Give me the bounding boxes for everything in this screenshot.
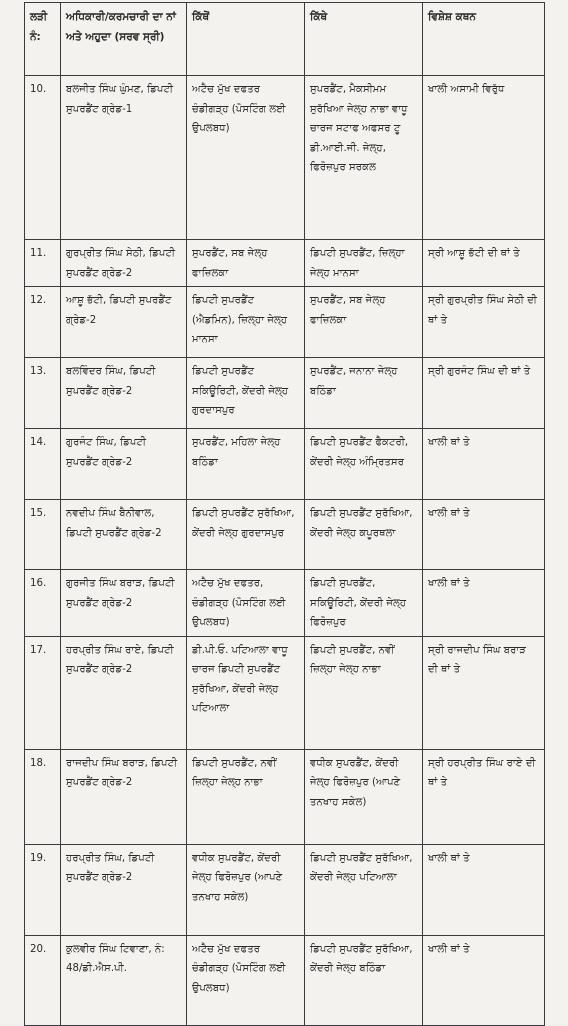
remarks-cell: ਸ੍ਰੀ ਹਰਪ੍ਰੀਤ ਸਿੰਘ ਰਾਏ ਦੀ ਥਾਂ ਤੇ <box>423 749 545 844</box>
to-cell: ਡਿਪਟੀ ਸੁਪਰਡੈਂਟ ਸੁਰੱਖਿਆ, ਕੇਂਦਰੀ ਜੇਲ੍ਹ ਪਟਿਆਲਾ <box>305 844 423 935</box>
to-cell: ਸੁਪਰਡੈਂਟ, ਜਨਾਨਾ ਜੇਲ੍ਹ ਬਠਿੰਡਾ <box>305 358 423 429</box>
serial-number-cell: 11. <box>25 240 61 287</box>
officer-name-cell: ਹਰਪ੍ਰੀਤ ਸਿੰਘ, ਡਿਪਟੀ ਸੁਪਰਡੈਂਟ ਗ੍ਰੇਡ-2 <box>61 844 187 935</box>
officer-name-cell: ਹਰਪ੍ਰੀਤ ਸਿੰਘ ਰਾਏ, ਡਿਪਟੀ ਸੁਪਰਡੈਂਟ ਗ੍ਰੇਡ-2 <box>61 636 187 749</box>
officer-name-cell: ਕੁਲਵੀਰ ਸਿੰਘ ਟਿਵਾਣਾ, ਨੰ: 48/ਡੀ.ਐਸ.ਪੀ. <box>61 935 187 1025</box>
from-cell: ਡਿਪਟੀ ਸੁਪਰਡੈਂਟ ਸੁਰੱਖਿਆ, ਕੇਂਦਰੀ ਜੇਲ੍ਹ ਗੁਰਦਾਸਪੁਰ <box>187 500 305 570</box>
table-row <box>25 636 545 749</box>
table-row <box>25 500 545 570</box>
table-row <box>25 358 545 429</box>
table-row <box>25 935 545 1025</box>
officer-name-cell: ਰਾਜਦੀਪ ਸਿੰਘ ਬਰਾੜ, ਡਿਪਟੀ ਸੁਪਰਡੈਂਟ ਗ੍ਰੇਡ-2 <box>61 749 187 844</box>
header-from: ਕਿੱਥੋਂ <box>187 3 305 76</box>
from-cell: ਡੀ.ਪੀ.ਓ. ਪਟਿਆਲਾ ਵਾਧੂ ਚਾਰਜ ਡਿਪਟੀ ਸੁਪਰਡੈਂਟ ਸੁਰੱਖਿਆ, ਕੇਂਦਰੀ ਜੇਲ੍ਹ ਪਟਿਆਲਾ <box>187 636 305 749</box>
serial-number-cell: 20. <box>25 935 61 1025</box>
from-cell: ਅਟੈਚ ਮੁੱਖ ਦਫਤਰ, ਚੰਡੀਗੜ੍ਹ (ਪੋਸਟਿੰਗ ਲਈ ਉਪਲਬਧ) <box>187 570 305 637</box>
remarks-cell: ਸ੍ਰੀ ਰਾਜਦੀਪ ਸਿੰਘ ਬਰਾੜ ਦੀ ਥਾਂ ਤੇ <box>423 636 545 749</box>
serial-number-cell: 12. <box>25 287 61 358</box>
serial-number-cell: 14. <box>25 429 61 500</box>
remarks-cell: ਸ੍ਰੀ ਗੁਰਪ੍ਰੀਤ ਸਿੰਘ ਸੇਠੀ ਦੀ ਥਾਂ ਤੇ <box>423 287 545 358</box>
from-cell: ਸੁਪਰਡੈਂਟ, ਸਬ ਜੇਲ੍ਹ ਫਾਜ਼ਿਲਕਾ <box>187 240 305 287</box>
serial-number-cell: 13. <box>25 358 61 429</box>
officer-name-cell: ਗੁਰਜੀਤ ਸਿੰਘ ਬਰਾੜ, ਡਿਪਟੀ ਸੁਪਰਡੈਂਟ ਗ੍ਰੇਡ-2 <box>61 570 187 637</box>
from-cell: ਡਿਪਟੀ ਸੁਪਰਡੈਂਟ (ਐਡਮਿਨ), ਜ਼ਿਲ੍ਹਾ ਜੇਲ੍ਹ ਮਾਨਸਾ <box>187 287 305 358</box>
from-cell: ਵਧੀਕ ਸੁਪਰਡੈਂਟ, ਕੇਂਦਰੀ ਜੇਲ੍ਹ ਫਿਰੋਜ਼ਪੁਰ (ਆਪਣੇ ਤਨਖਾਹ ਸਕੇਲ) <box>187 844 305 935</box>
remarks-cell: ਖਾਲੀ ਥਾਂ ਤੇ <box>423 500 545 570</box>
to-cell: ਡਿਪਟੀ ਸੁਪਰਡੈਂਟ, ਜ਼ਿਲ੍ਹਾ ਜੇਲ੍ਹ ਮਾਨਸਾ <box>305 240 423 287</box>
transfer-orders-table <box>24 2 545 1026</box>
serial-number-cell: 17. <box>25 636 61 749</box>
header-remarks: ਵਿਸ਼ੇਸ਼ ਕਥਨ <box>423 3 545 76</box>
to-cell: ਵਧੀਕ ਸੁਪਰਡੈਂਟ, ਕੇਂਦਰੀ ਜੇਲ੍ਹ ਫਿਰੋਜ਼ਪੁਰ (ਆਪਣੇ ਤਨਖਾਹ ਸਕੇਲ) <box>305 749 423 844</box>
to-cell: ਡਿਪਟੀ ਸੁਪਰਡੈਂਟ ਸੁਰੱਖਿਆ, ਕੇਂਦਰੀ ਜੇਲ੍ਹ ਬਠਿੰਡਾ <box>305 935 423 1025</box>
serial-number-cell: 16. <box>25 570 61 637</box>
officer-name-cell: ਗੁਰਜੰਟ ਸਿੰਘ, ਡਿਪਟੀ ਸੁਪਰਡੈਂਟ ਗ੍ਰੇਡ-2 <box>61 429 187 500</box>
remarks-cell: ਸ੍ਰੀ ਆਸ਼ੂ ਭੱਟੀ ਦੀ ਥਾਂ ਤੇ <box>423 240 545 287</box>
table-header-row <box>25 3 545 76</box>
from-cell: ਅਟੈਚ ਮੁੱਖ ਦਫਤਰ ਚੰਡੀਗੜ੍ਹ (ਪੋਸਟਿੰਗ ਲਈ ਉਪਲਬਧ) <box>187 76 305 240</box>
table-row <box>25 240 545 287</box>
officer-name-cell: ਗੁਰਪ੍ਰੀਤ ਸਿੰਘ ਸੇਠੀ, ਡਿਪਟੀ ਸੁਪਰਡੈਂਟ ਗ੍ਰੇਡ-2 <box>61 240 187 287</box>
table-row <box>25 749 545 844</box>
table-row <box>25 429 545 500</box>
serial-number-cell: 18. <box>25 749 61 844</box>
table-row <box>25 570 545 637</box>
remarks-cell: ਖਾਲੀ ਥਾਂ ਤੇ <box>423 429 545 500</box>
officer-name-cell: ਨਵਦੀਪ ਸਿੰਘ ਬੈਨੀਵਾਲ, ਡਿਪਟੀ ਸੁਪਰਡੈਂਟ ਗ੍ਰੇਡ-2 <box>61 500 187 570</box>
serial-number-cell: 10. <box>25 76 61 240</box>
from-cell: ਡਿਪਟੀ ਸੁਪਰਡੈਂਟ ਸਕਿਊਰਿਟੀ, ਕੇਂਦਰੀ ਜੇਲ੍ਹ ਗੁਰਦਾਸਪੁਰ <box>187 358 305 429</box>
from-cell: ਸੁਪਰਡੈਂਟ, ਮਹਿਲਾ ਜੇਲ੍ਹ ਬਠਿੰਡਾ <box>187 429 305 500</box>
table-row <box>25 287 545 358</box>
to-cell: ਡਿਪਟੀ ਸੁਪਰਡੈਂਟ, ਸਕਿਊਰਿਟੀ, ਕੇਂਦਰੀ ਜੇਲ੍ਹ ਫਿਰੋਜ਼ਪੁਰ <box>305 570 423 637</box>
officer-name-cell: ਬਲਜੀਤ ਸਿੰਘ ਘੁੰਮਣ, ਡਿਪਟੀ ਸੁਪਰਡੈਂਟ ਗ੍ਰੇਡ-1 <box>61 76 187 240</box>
serial-number-cell: 15. <box>25 500 61 570</box>
table-row <box>25 844 545 935</box>
to-cell: ਡਿਪਟੀ ਸੁਪਰਡੈਂਟ ਸੁਰੱਖਿਆ, ਕੇਂਦਰੀ ਜੇਲ੍ਹ ਕਪੂਰਥਲਾ <box>305 500 423 570</box>
remarks-cell: ਸ੍ਰੀ ਗੁਰਜੰਟ ਸਿੰਘ ਦੀ ਥਾਂ ਤੇ <box>423 358 545 429</box>
from-cell: ਅਟੈਚ ਮੁੱਖ ਦਫਤਰ ਚੰਡੀਗੜ੍ਹ (ਪੋਸਟਿੰਗ ਲਈ ਉਪਲਬਧ) <box>187 935 305 1025</box>
remarks-cell: ਖਾਲੀ ਅਸਾਮੀ ਵਿਰੁੱਧ <box>423 76 545 240</box>
from-cell: ਡਿਪਟੀ ਸੁਪਰਡੈਂਟ, ਨਵੀਂ ਜ਼ਿਲ੍ਹਾ ਜੇਲ੍ਹ ਨਾਭਾ <box>187 749 305 844</box>
header-serial-number: ਲੜੀ ਨੰ: <box>25 3 61 76</box>
officer-name-cell: ਬਲਵਿੰਦਰ ਸਿੰਘ, ਡਿਪਟੀ ਸੁਪਰਡੈਂਟ ਗ੍ਰੇਡ-2 <box>61 358 187 429</box>
to-cell: ਡਿਪਟੀ ਸੁਪਰਡੈਂਟ, ਨਵੀਂ ਜ਼ਿਲ੍ਹਾ ਜੇਲ੍ਹ ਨਾਭਾ <box>305 636 423 749</box>
table-row <box>25 76 545 240</box>
remarks-cell: ਖਾਲੀ ਥਾਂ ਤੇ <box>423 935 545 1025</box>
to-cell: ਸੁਪਰਡੈਂਟ, ਮੈਕਸੀਮਮ ਸੁਰੱਖਿਆ ਜੇਲ੍ਹ ਨਾਭਾ ਵਾਧੂ ਚਾਰਜ ਸਟਾਫ ਅਫਸਰ ਟੂ ਡੀ.ਆਈ.ਜੀ. ਜੇਲ੍ਹ, ਫਿਰੋਜ਼ਪੁਰ ਸਰਕਲ <box>305 76 423 240</box>
officer-name-cell: ਆਸ਼ੂ ਭੱਟੀ, ਡਿਪਟੀ ਸੁਪਰਡੈਂਟ ਗ੍ਰੇਡ-2 <box>61 287 187 358</box>
header-officer-name: ਅਧਿਕਾਰੀ/ਕਰਮਚਾਰੀ ਦਾ ਨਾਂ ਅਤੇ ਅਹੁਦਾ (ਸਰਵ ਸ੍ਰੀ) <box>61 3 187 76</box>
serial-number-cell: 19. <box>25 844 61 935</box>
to-cell: ਸੁਪਰਡੈਂਟ, ਸਬ ਜੇਲ੍ਹ ਫਾਜ਼ਿਲਕਾ <box>305 287 423 358</box>
header-to: ਕਿੱਥੇ <box>305 3 423 76</box>
to-cell: ਡਿਪਟੀ ਸੁਪਰਡੈਂਟ ਫੈਕਟਰੀ, ਕੇਂਦਰੀ ਜੇਲ੍ਹ ਅੰਮ੍ਰਿਤਸਰ <box>305 429 423 500</box>
remarks-cell: ਖਾਲੀ ਥਾਂ ਤੇ <box>423 844 545 935</box>
remarks-cell: ਖਾਲੀ ਥਾਂ ਤੇ <box>423 570 545 637</box>
